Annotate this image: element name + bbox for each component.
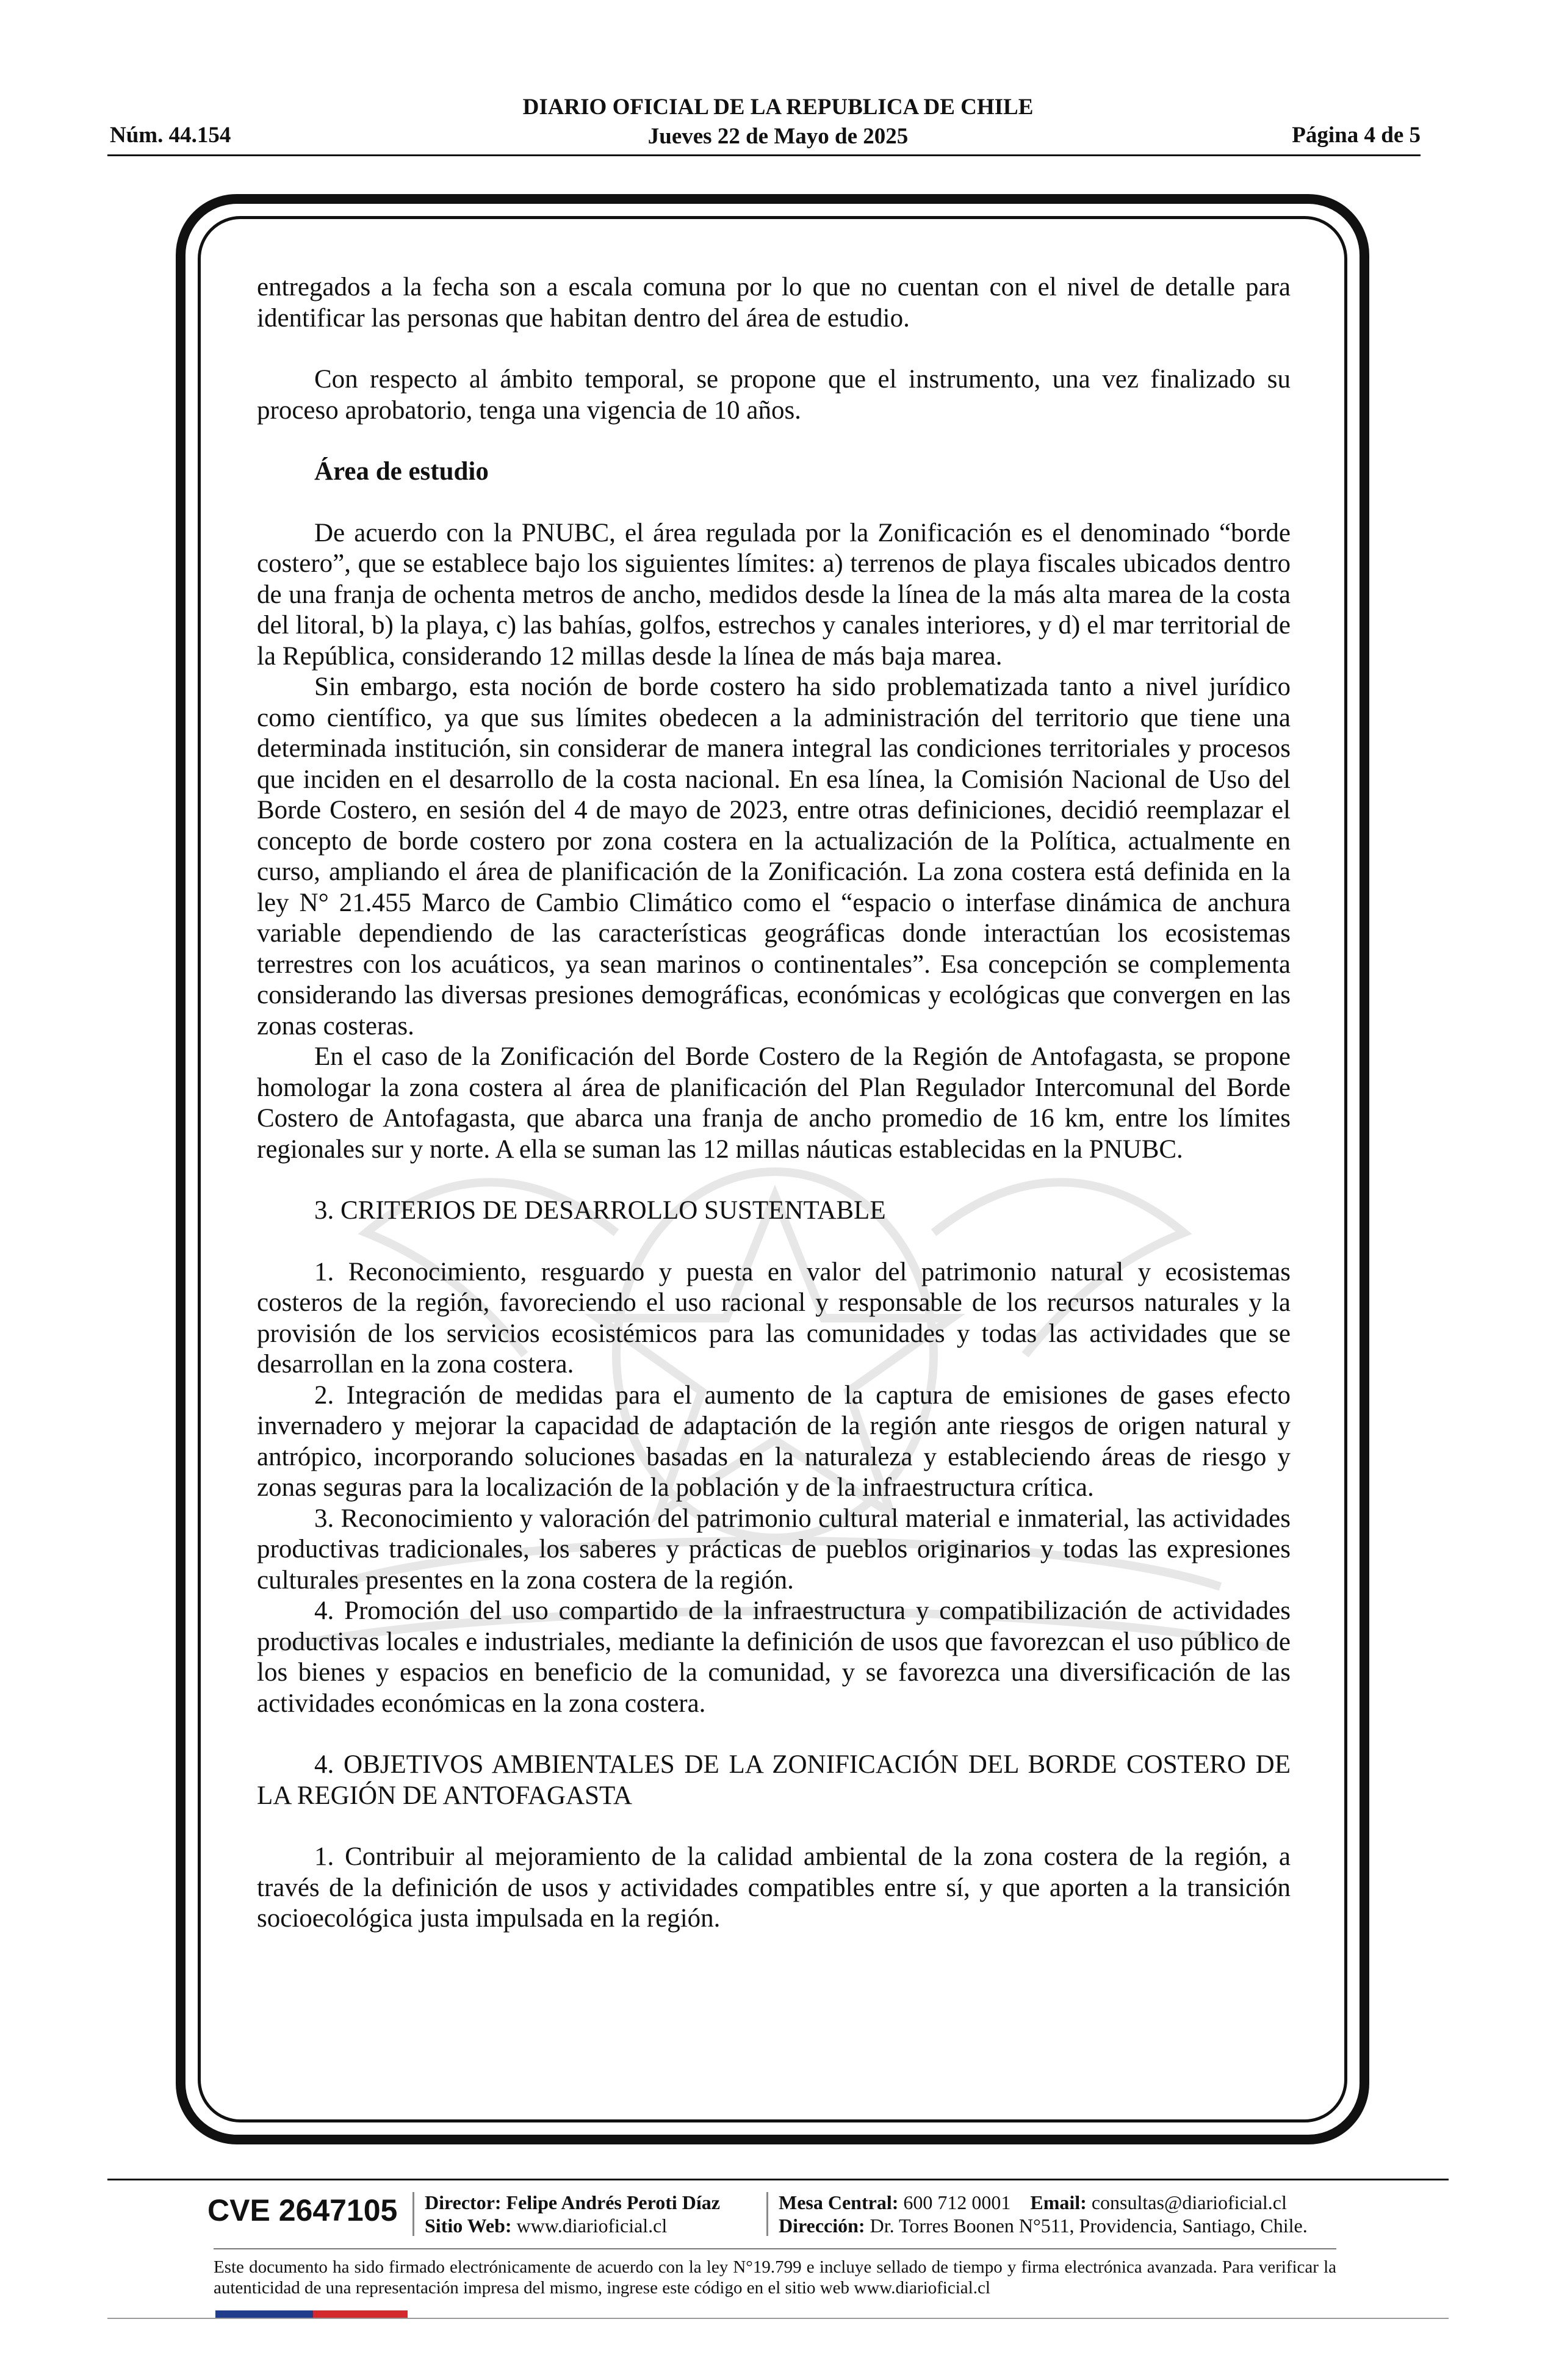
- objective-1: 1. Contribuir al mejoramiento de la calidad ambiental de la zona costera de la región, a través de la definición de usos y actividades compatibles entre sí, y que aporten a la transición socioecológica justa impulsada en la región.: [257, 1842, 1291, 1933]
- cve-code: CVE 2647105: [207, 2193, 398, 2227]
- paragraph-continuation: entregados a la fecha son a escala comuna por lo que no cuentan con el nivel de detalle para identificar las personas que habitan dentro del área de estudio.: [257, 273, 1291, 333]
- criterion-2: 2. Integración de medidas para el aumento de la captura de emisiones de gases efecto invernadero y mejorar la capacidad de adaptación de la región ante riesgos de origen natural y antrópico, incorporando soluciones basadas en la naturaleza y estableciendo áreas de riesgo y zonas seguras para la localización de la población y de la infraestructura crítica.: [257, 1380, 1291, 1502]
- heading-study-area: Área de estudio: [314, 457, 489, 486]
- address-value: Dr. Torres Boonen N°511, Providencia, Santiago, Chile.: [870, 2215, 1308, 2237]
- page-number: Página 4 de 5: [1292, 123, 1421, 148]
- website-label: Sitio Web:: [425, 2215, 512, 2237]
- phone-number: 600 712 0001: [903, 2191, 1011, 2213]
- footer-separator: [766, 2192, 768, 2236]
- footer-divider-top: [107, 2179, 1449, 2180]
- paragraph-temporal-scope: Con respecto al ámbito temporal, se propone que el instrumento, una vez finalizado su proceso aprobatorio, tenga una vigencia de 10 años.: [257, 365, 1291, 425]
- director-label: Director:: [425, 2191, 502, 2213]
- paragraph-coastal-zone: Sin embargo, esta noción de borde costero ha sido problematizada tanto a nivel jurídico como científico, ya que sus límites obedecen a la administración del territorio que tiene una determinada institución, sin considerar de manera integral las condiciones territoriales y procesos que inciden en el desarrollo de la costa nacional. En esa línea, la Comisión Nacional de Uso del Borde Costero, en sesión del 4 de mayo de 2023, entre otras definiciones, decidió reemplazar el concepto de borde costero por zona costera en la actualización de la Política, actualmente en curso, ampliando el área de planificación de la Zonificación. La zona costera está definida en la ley N° 21.455 Marco de Cambio Climático como el “espacio o interfase dinámica de anchura variable dependiendo de las características geográficas donde interactúan los ecosistemas terrestres con los acuáticos, ya sean marinos o continentales”. Esa concepción se complementa considerando las diversas presiones demográficas, económicas y ecológicas que convergen en las zonas costeras.: [257, 673, 1291, 1040]
- footer-separator: [412, 2192, 414, 2236]
- signature-notice: Este documento ha sido firmado electrónicamente de acuerdo con la ley N°19.799 e incluye sellado de tiempo y firma electrónica avanzada. Para verificar la autenticidad de una representación impresa del mismo, ingrese este código en el sitio web www.diarioficial.cl: [214, 2257, 1336, 2298]
- address-label: Dirección:: [779, 2215, 865, 2237]
- heading-environmental-objectives: 4. OBJETIVOS AMBIENTALES DE LA ZONIFICACIÓN DEL BORDE COSTERO DE LA REGIÓN DE ANTOFAGASTA: [257, 1750, 1291, 1810]
- issue-date: Jueves 22 de Mayo de 2025: [647, 124, 909, 149]
- paragraph-antofagasta-zoning: En el caso de la Zonificación del Borde Costero de la Región de Antofagasta, se propone homologar la zona costera al área de planificación del Plan Regulador Intercomunal del Borde Costero de Antofagasta, que abarca una franja de ancho promedio de 16 km, entre los límites regionales sur y norte. A ella se suman las 12 millas náuticas establecidas en la PNUBC.: [257, 1042, 1291, 1164]
- footer-divider-bottom: [107, 2318, 1449, 2319]
- criterion-3: 3. Reconocimiento y valoración del patrimonio cultural material e inmaterial, las actividades productivas tradicionales, los saberes y prácticas de pueblos originarios y todas las expresiones culturales presentes en la zona costera de la región.: [257, 1504, 1291, 1595]
- director-name: Felipe Andrés Peroti Díaz: [506, 2191, 720, 2213]
- footer-contact-block: [779, 2191, 1308, 2237]
- heading-sustainability-criteria: 3. CRITERIOS DE DESARROLLO SUSTENTABLE: [314, 1196, 886, 1225]
- email-label: Email:: [1030, 2191, 1087, 2213]
- email-link[interactable]: consultas@diarioficial.cl: [1091, 2191, 1287, 2213]
- document-body: [257, 272, 1291, 1935]
- newspaper-title: DIARIO OFICIAL DE LA REPUBLICA DE CHILE: [522, 95, 1034, 120]
- header-divider: [107, 154, 1421, 156]
- criterion-4: 4. Promoción del uso compartido de la infraestructura y compatibilización de actividades productivas locales e industriales, mediante la definición de usos que favorezcan el uso público de los bienes y espacios en beneficio de la comunidad, y se favorezca una diversificación de las actividades económicas en la zona costera.: [257, 1596, 1291, 1718]
- flag-stripe-red: [313, 2310, 408, 2318]
- criterion-1: 1. Reconocimiento, resguardo y puesta en valor del patrimonio natural y ecosistemas costeros de la región, favoreciendo el uso racional y responsable de los recursos naturales y la provisión de los servicios ecosistémicos para las comunidades y todas las actividades que se desarrollan en la zona costera.: [257, 1257, 1291, 1379]
- website-link[interactable]: www.diarioficial.cl: [516, 2215, 668, 2237]
- footer-divider-mid: [214, 2248, 1336, 2249]
- paragraph-pnubc-definition: De acuerdo con la PNUBC, el área regulada por la Zonificación es el denominado “borde costero”, que se establece bajo los siguientes límites: a) terrenos de playa fiscales ubicados dentro de una franja de ochenta metros de ancho, medidos desde la línea de la más alta marea de la costa del litoral, b) la playa, c) las bahías, golfos, estrechos y canales interiores, y d) el mar territorial de la República, considerando 12 millas desde la línea de más baja marea.: [257, 518, 1291, 671]
- issue-number: Núm. 44.154: [110, 123, 231, 148]
- flag-stripe-blue: [215, 2310, 313, 2318]
- phone-label: Mesa Central:: [779, 2191, 899, 2213]
- footer-director-block: [425, 2191, 720, 2237]
